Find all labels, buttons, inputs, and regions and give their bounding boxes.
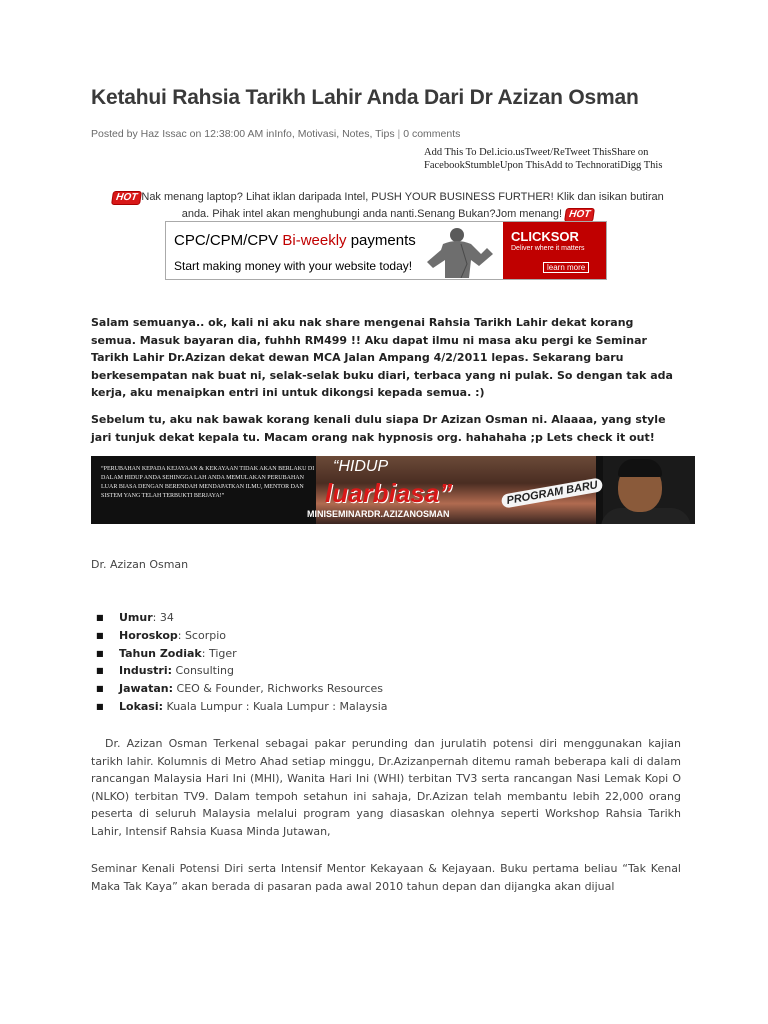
bullet-icon: ■ (96, 648, 104, 658)
clicksor-logo-panel (503, 222, 606, 279)
post-meta: Posted by Haz Issac on 12:38:00 AM inInfo, Motivasi, Notes, Tips | 0 comments (91, 128, 461, 140)
meta-separator: | (397, 128, 401, 140)
profile-item (91, 662, 388, 680)
meta-on: on (189, 128, 202, 140)
ad-subline: Start making money with your website today! (174, 259, 413, 273)
profile-item (91, 698, 388, 716)
clicksor-ad-banner[interactable] (165, 221, 607, 280)
bullet-icon: ■ (96, 701, 104, 711)
banner-portrait-hair (618, 459, 662, 477)
ad-headline-a: CPC/CPM/CPV (174, 232, 279, 249)
profile-value: Kuala Lumpur : Kuala Lumpur : Malaysia (166, 699, 388, 713)
category-link[interactable]: Notes (342, 128, 370, 140)
profile-list (91, 609, 388, 716)
meta-time: 12:38:00 AM (204, 128, 264, 140)
profile-key: Lokasi: (119, 699, 164, 713)
bio-paragraph: Dr. Azizan Osman Terkenal sebagai pakar perunding dan jurulatih potensi diri menggunakan kajian tarikh lahir. Kolumnis di Metro Ahad setiap minggu, Dr.Azizanpernah ditemu ramah beberapa kali di dalam rancangan Malaysia Hari Ini (MHI), Wanita Hari Ini (WHI) terbitan TV3 serta rancangan Nasi Lemak Kopi O (NLKO) terbitan TV9. Dalam tempoh setahun ini sahaja, Dr.Azizan telah membantu lebih 22,000 orang peserta di seluruh Malaysia melalui program yang diasaskan olehnya seperti Workshop Rahsia Tarikh Lahir, Intensif Rahsia Kuasa Minda Jutawan, (91, 737, 681, 838)
profile-key: Umur (119, 611, 153, 624)
clicksor-brand: CLICKSOR (511, 229, 579, 244)
profile-item (91, 680, 388, 698)
ad-headline (174, 232, 416, 249)
banner-seminar-name: MINISEMINARDR.AZIZANOSMAN (307, 509, 450, 519)
banner-badge: PROGRAM BARU (501, 477, 604, 509)
intro-paragraph-2: Sebelum tu, aku nak bawak korang kenali dulu siapa Dr Azizan Osman ni. Alaaaa, yang style jari tunjuk dekat kepala tu. Macam orang nak hypnosis org. hahahaha ;p Lets check it out! (91, 413, 666, 444)
intro-paragraph: Salam semuanya.. ok, kali ni aku nak share mengenai Rahsia Tarikh Lahir dekat korang semua. Masuk bayaran dia, fuhhh RM499 !! Aku dapat ilmu ni masa aku pergi ke Seminar Tarikh Lahir Dr.Azizan dekat dewan MCA Jalan Ampang 4/2/2011 lepas. Sekarang baru berkesempatan nak buat ni, selak-selak buku diari, terbaca yang ni pulak. So dengan tak ada kerja, aku menaipkan entri ini untuk dikongsi kepada semua. :) (91, 316, 673, 400)
ad-figure-image (421, 224, 499, 278)
profile-item: ■ Tahun Zodiak: Tiger (91, 645, 388, 663)
profile-item: ■ Umur: 34 (91, 609, 388, 627)
hot-badge: HOT (111, 191, 142, 205)
profile-key: Tahun Zodiak (119, 646, 202, 660)
hot-badge: HOT (564, 208, 595, 222)
bullet-icon: ■ (96, 666, 104, 676)
profile-key: Jawatan: (119, 682, 174, 696)
category-link[interactable]: Info (274, 128, 292, 140)
seminar-banner[interactable] (91, 456, 695, 524)
meta-posted-by: Posted by (91, 128, 138, 140)
promo-notice (100, 189, 676, 223)
profile-key: Horoskop (119, 628, 178, 642)
profile-item: ■ Horoskop: Scorpio (91, 627, 388, 645)
promo-text[interactable]: Nak menang laptop? Lihat iklan daripada Intel, PUSH YOUR BUSINESS FURTHER! Klik dan isikan butiran anda. Pihak intel akan menghubungi anda nanti.Senang Bukan?Jom menang! (141, 191, 664, 220)
banner-quote: “PERUBAHAN KEPADA KEJAYAAN & KEKAYAAN TIDAK AKAN BERLAKU DI DALAM HIDUP ANDA SEHINGGA LAH ANDA MEMULAKAN PERUBAHAN LUAR BIASA DENGAN BERENDAH MENDAPATKAN ILMU, MENTOR DAN SISTEM YANG TELAH TERBUKTI BERJAYA!” (101, 466, 315, 499)
category-link[interactable]: Tips (375, 128, 395, 140)
profile-value: Tiger (208, 646, 237, 660)
bullet-icon: ■ (96, 684, 104, 694)
profile-value: Scorpio (184, 628, 227, 642)
profile-name: Dr. Azizan Osman (91, 558, 189, 571)
clicksor-tagline: Deliver where it matters (511, 245, 585, 252)
ad-headline-b: Bi-weekly (282, 232, 347, 249)
profile-value: CEO & Founder, Richworks Resources (176, 682, 383, 696)
learn-more-button[interactable]: learn more (543, 262, 589, 273)
share-links[interactable]: Add This To Del.icio.usTweet/ReTweet ThisShare on FacebookStumbleUpon ThisAdd to TechnoratiDigg This (424, 147, 663, 171)
post-title[interactable]: Ketahui Rahsia Tarikh Lahir Anda Dari Dr Azizan Osman (91, 86, 639, 109)
bullet-icon: ■ (96, 613, 104, 622)
bio-paragraph-2: Seminar Kenali Potensi Diri serta Intensif Mentor Kekayaan & Kejayaan. Buku pertama beliau “Tak Kenal Maka Tak Kaya” akan berada di pasaran pada awal 2010 tahun depan dan dijangka akan dijual (91, 862, 681, 893)
meta-author-link[interactable]: Haz Issac (140, 128, 187, 140)
banner-hidup: “HIDUP (333, 458, 389, 475)
comments-link[interactable]: 0 comments (403, 128, 461, 140)
category-link[interactable]: Motivasi (297, 128, 337, 140)
profile-key: Industri: (119, 664, 173, 678)
banner-luarbiasa: luarbiasa” (325, 478, 453, 508)
profile-value: Consulting (175, 664, 234, 678)
bullet-icon: ■ (96, 630, 104, 640)
meta-in: in (266, 128, 275, 140)
profile-value: 34 (159, 611, 174, 624)
ad-headline-c: payments (350, 232, 416, 249)
